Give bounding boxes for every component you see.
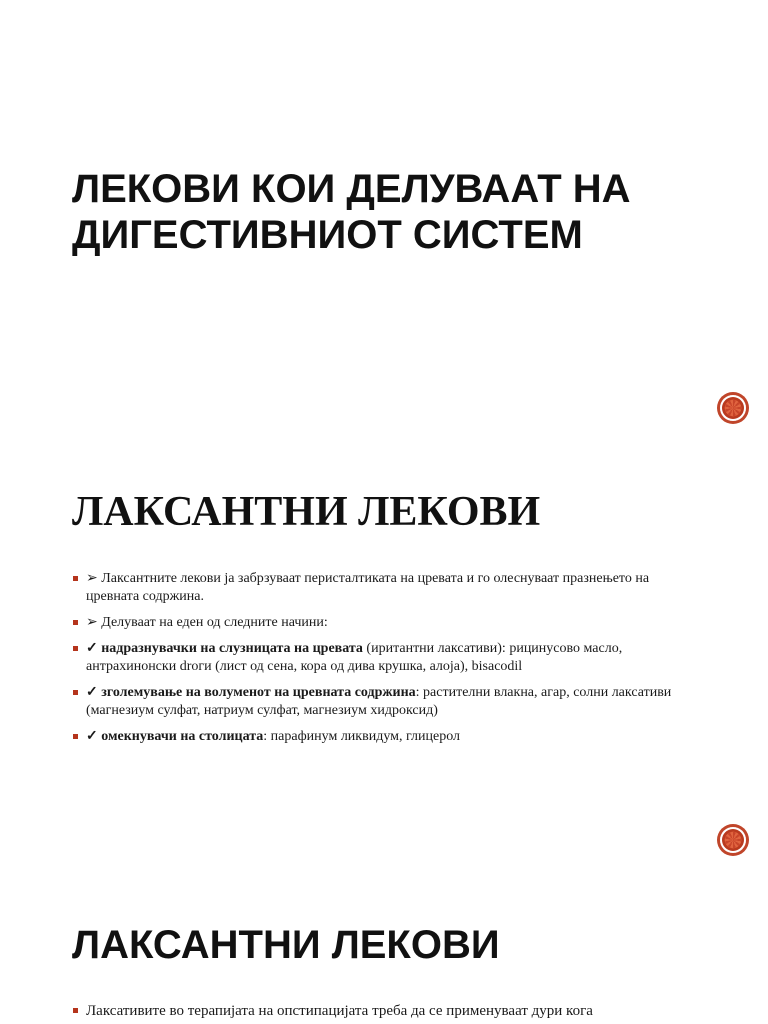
slide-1	[0, 0, 768, 400]
slide-3	[0, 870, 768, 1024]
bullet-bold-text: омекнувачи на столицата	[101, 729, 264, 744]
slide-3-title: ЛАКСАНТНИ ЛЕКОВИ	[72, 923, 500, 967]
slide-1-title	[72, 166, 631, 258]
bullet-text: : парафинум ликвидум, глицерол	[263, 729, 461, 744]
slide-2-title: ЛАКСАНТНИ ЛЕКОВИ	[72, 489, 541, 535]
bullet-text: Лаксативите во терапијата на опстипацијата треба да се применуваат дури кога	[86, 1003, 593, 1019]
check-icon: ✓	[86, 641, 102, 656]
bullet-bold-text: надразнувачки на слузницата на цревата	[101, 641, 363, 656]
check-icon: ✓	[86, 729, 102, 744]
bullet-text: Лаксантните лекови ја забрзуваат перисталтиката на цревата и го олеснуваат празнењето на цревната содржина.	[86, 571, 650, 604]
slide-2-bullet-list	[72, 570, 692, 754]
arrow-icon: ➢	[86, 571, 102, 586]
bullet-text: : растителни влакна, агар, солни лаксативи (магнезиум сулфат, натриум сулфат, магнезиум хидроксид)	[86, 685, 672, 718]
check-icon: ✓	[86, 685, 102, 700]
round-ornament-icon	[720, 395, 746, 421]
title-line-1: ЛЕКОВИ КОИ ДЕЛУВААТ НА	[72, 167, 631, 211]
slide-3-bullet-list	[72, 1002, 694, 1024]
list-item	[72, 728, 692, 746]
round-ornament-icon	[720, 827, 746, 853]
bullet-bold-text: зголемување на волуменот на цревната содржина	[101, 685, 416, 700]
bullet-text: (иритантни лаксативи): рицинусово масло, антрахинонски droги (лист од сена, кора од дива крушка, алоја), bisacodil	[86, 641, 623, 674]
title-line-2: ДИГЕСТИВНИОТ СИСТЕМ	[72, 213, 583, 257]
list-item	[72, 570, 692, 606]
list-item	[72, 1002, 694, 1020]
arrow-icon: ➢	[86, 615, 102, 630]
bullet-text: Делуваат на еден од следните начини:	[101, 615, 328, 630]
list-item	[72, 684, 692, 720]
list-item	[72, 640, 692, 676]
slide-2	[0, 430, 768, 830]
list-item	[72, 614, 692, 632]
